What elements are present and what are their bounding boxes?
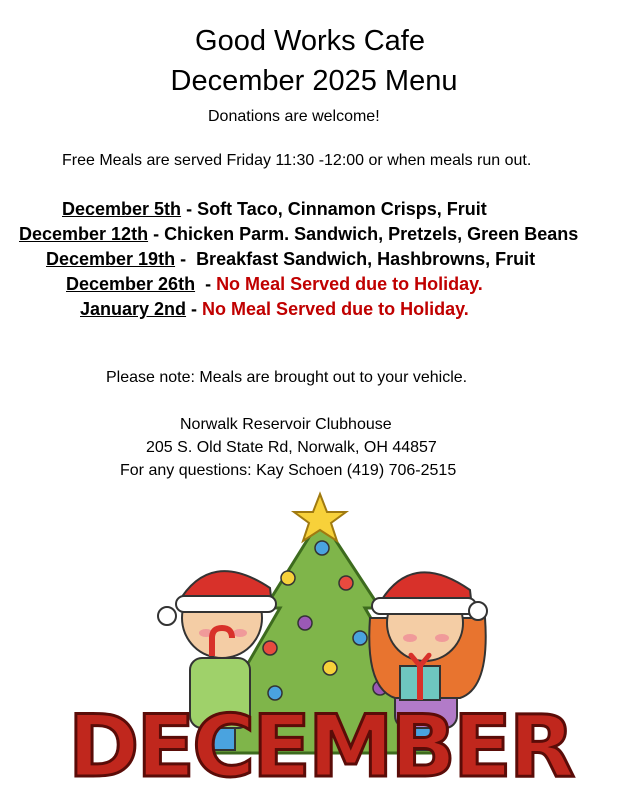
menu-separator: -: [186, 299, 203, 319]
christmas-clipart: [0, 488, 640, 788]
menu-separator: -: [175, 249, 197, 269]
menu-item-dec-19: [46, 248, 535, 270]
menu-item-dec-12: [19, 223, 578, 245]
menu-date: December 26th: [66, 274, 196, 294]
menu-meal: Breakfast Sandwich, Hashbrowns, Fruit: [196, 249, 536, 269]
december-word-art: DECEMBER: [67, 697, 573, 788]
menu-separator: -: [195, 274, 217, 294]
free-meals-note: Free Meals are served Friday 11:30 -12:00 or when meals run out.: [62, 152, 532, 169]
menu-separator: -: [148, 224, 165, 244]
location-address: 205 S. Old State Rd, Norwalk, OH 44857: [146, 439, 437, 456]
menu-date: December 12th: [19, 224, 149, 244]
donations-note: Donations are welcome!: [208, 108, 380, 125]
menu-date: December 5th: [62, 199, 182, 219]
menu-date: December 19th: [46, 249, 176, 269]
menu-meal: No Meal Served due to Holiday.: [216, 274, 483, 294]
menu-date: January 2nd: [80, 299, 187, 319]
location-name: Norwalk Reservoir Clubhouse: [180, 416, 392, 433]
contact-line: For any questions: Kay Schoen (419) 706-2515: [120, 462, 457, 479]
menu-meal: Chicken Parm. Sandwich, Pretzels, Green Beans: [164, 224, 579, 244]
menu-item-dec-26: [66, 273, 483, 295]
menu-item-jan-2: [80, 298, 469, 320]
vehicle-note: Please note: Meals are brought out to your vehicle.: [106, 369, 468, 386]
menu-meal: No Meal Served due to Holiday.: [202, 299, 469, 319]
menu-month-title: December 2025 Menu: [170, 65, 458, 97]
menu-item-dec-5: [62, 198, 487, 220]
menu-separator: -: [181, 199, 198, 219]
menu-meal: Soft Taco, Cinnamon Crisps, Fruit: [197, 199, 487, 219]
page-title: Good Works Cafe: [195, 25, 425, 57]
